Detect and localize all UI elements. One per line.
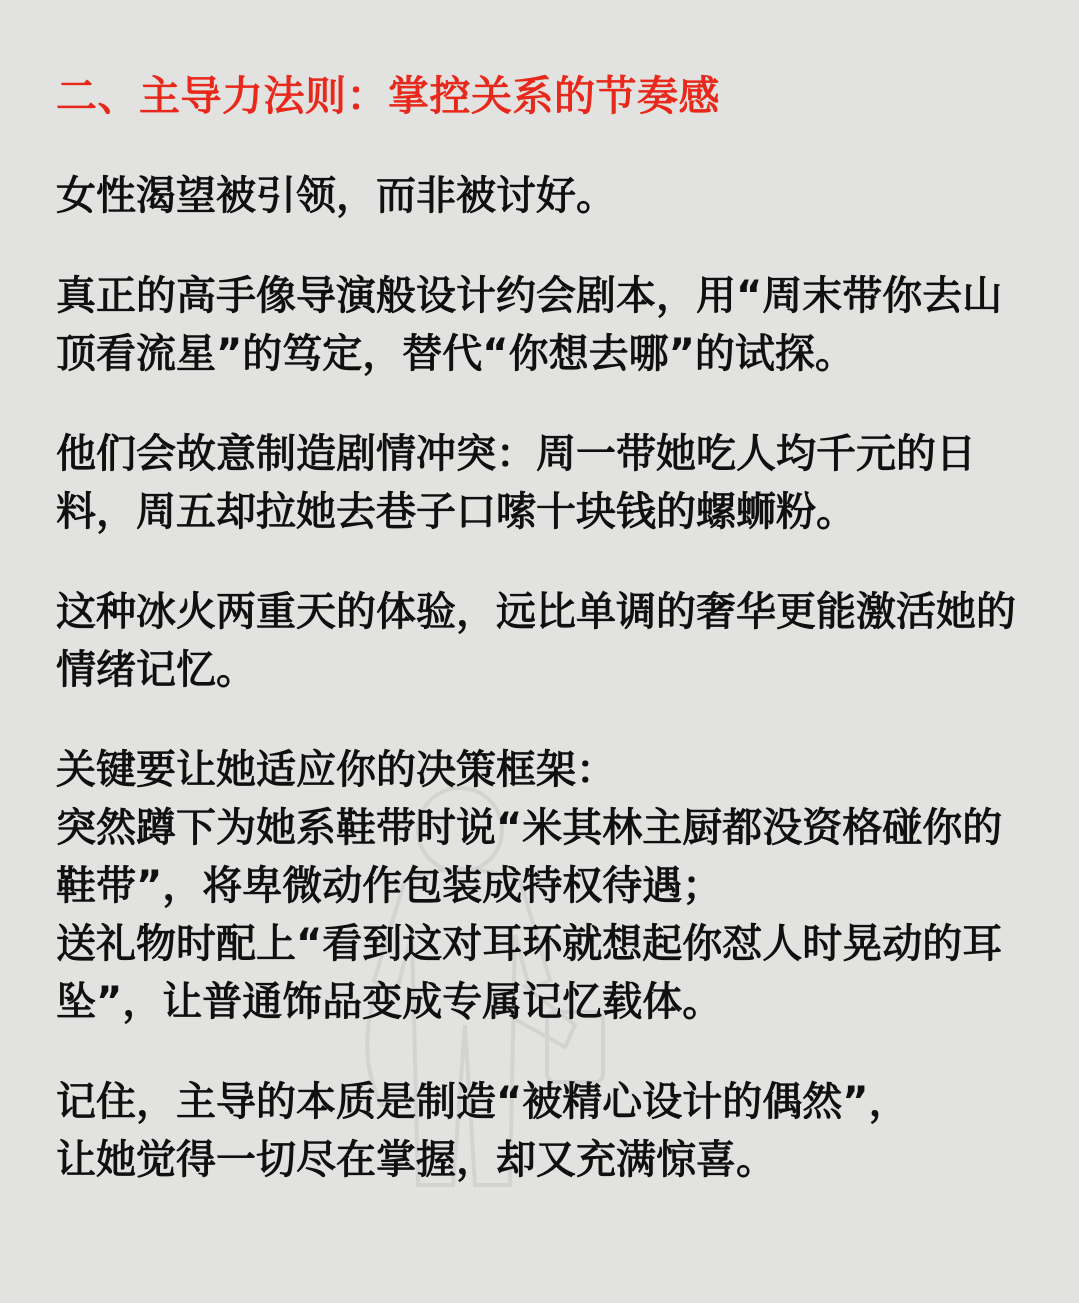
paragraph-3: 他们会故意制造剧情冲突：周一带她吃人均千元的日料，周五却拉她去巷子口嗦十块钱的螺蛳粉。 <box>56 431 976 536</box>
paragraph-6 <box>56 1073 1023 1189</box>
page-heading: 二、主导力法则：掌控关系的节奏感 <box>56 72 720 120</box>
paragraph-5-line-1: 关键要让她适应你的决策框架： <box>56 747 616 794</box>
paragraph-2: 真正的高手像导演般设计约会剧本，用“周末带你去山顶看流星”的笃定，替代“你想去哪”的试探。 <box>56 273 1003 378</box>
paragraph-5 <box>56 741 1023 1031</box>
paragraph-5-line-3: 送礼物时配上“看到这对耳环就想起你怼人时晃动的耳坠”，让普通饰品变成专属记忆载体。 <box>56 921 1003 1026</box>
paragraph-4: 这种冰火两重天的体验，远比单调的奢华更能激活她的情绪记忆。 <box>56 589 1016 694</box>
paragraph-6-line-1: 记住，主导的本质是制造“被精心设计的偶然”， <box>56 1079 909 1126</box>
paragraph-6-line-2: 让她觉得一切尽在掌握，却又充满惊喜。 <box>56 1137 776 1184</box>
paragraph-1: 女性渴望被引领，而非被讨好。 <box>56 173 616 220</box>
paragraph-5-line-2: 突然蹲下为她系鞋带时说“米其林主厨都没资格碰你的鞋带”，将卑微动作包装成特权待遇； <box>56 805 1003 910</box>
